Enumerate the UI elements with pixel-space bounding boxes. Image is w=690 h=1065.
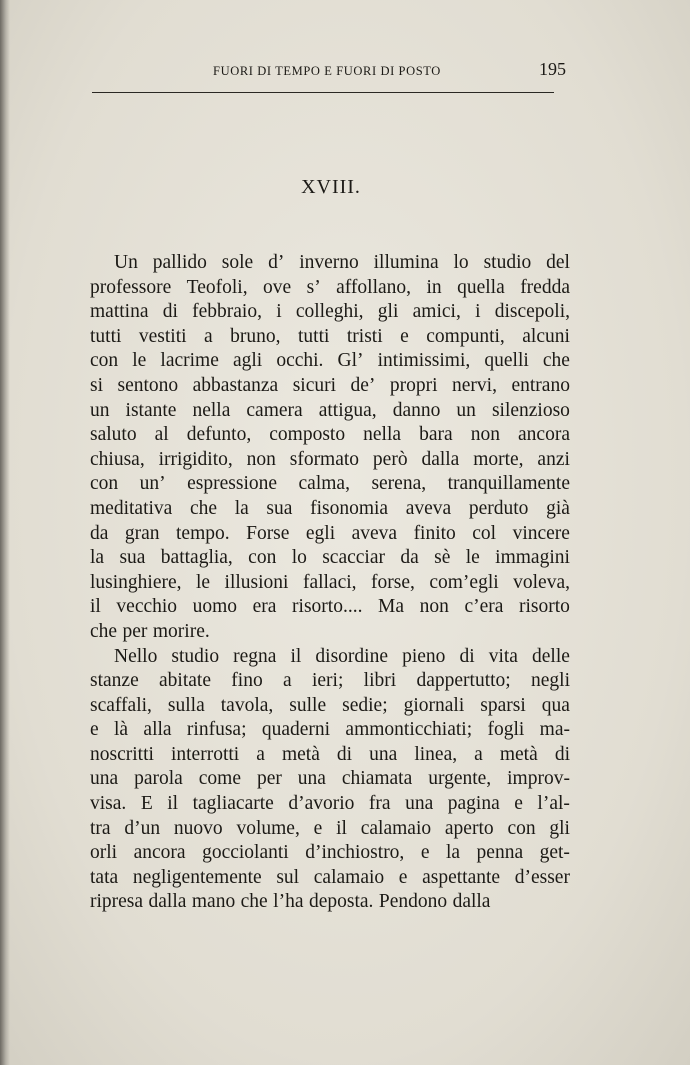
- text-line: professore Teofoli, ove s’ affollano, in quella fredda: [90, 276, 570, 298]
- text-line: mattina di febbraio, i colleghi, gli amici, i discepoli,: [90, 301, 570, 323]
- text-line: meditativa che la sua fisonomia aveva perduto già: [90, 497, 570, 519]
- text-line: orli ancora gocciolanti d’inchiostro, e la penna get-: [90, 842, 570, 864]
- text-line: la sua battaglia, con lo scacciar da sè le immagini: [90, 547, 570, 569]
- text-line: Nello studio regna il disordine pieno di vita delle: [114, 645, 570, 667]
- text-line: stanze abitate fino a ieri; libri dappertutto; negli: [90, 670, 570, 692]
- text-line: Un pallido sole d’ inverno illumina lo studio del: [114, 252, 570, 273]
- text-line: chiusa, irrigidito, non sformato però dalla morte, anzi: [90, 448, 570, 470]
- paragraph: [90, 645, 570, 916]
- text-line: lusinghiere, le illusioni fallaci, forse, com’egli voleva,: [90, 571, 570, 593]
- text-line: tata negligentemente sul calamaio e aspettante d’esser: [90, 866, 570, 888]
- chapter-numeral: XVIII.: [301, 176, 361, 198]
- text-line: da gran tempo. Forse egli aveva finito col vincere: [90, 522, 570, 544]
- text-line: una parola come per una chiamata urgente, improv-: [90, 768, 570, 790]
- text-line: con le lacrime agli occhi. Gl’ intimissimi, quelli che: [90, 350, 570, 372]
- text-line: e là alla rinfusa; quaderni ammonticchiati; fogli ma-: [90, 719, 570, 741]
- text-line: scaffali, sulla tavola, sulle sedie; giornali sparsi qua: [90, 694, 570, 716]
- text-line: con un’ espressione calma, serena, tranquillamente: [90, 473, 570, 495]
- text-line: noscritti interrotti a metà di una linea, a metà di: [90, 743, 570, 765]
- header-rule: [92, 92, 554, 93]
- running-title: FUORI DI TEMPO E FUORI DI POSTO: [213, 64, 441, 78]
- body-text: [90, 251, 570, 915]
- text-line: che per morire.: [90, 620, 210, 642]
- text-line: ripresa dalla mano che l’ha deposta. Pendono dalla: [90, 891, 491, 913]
- text-line: saluto al defunto, composto nella bara non ancora: [90, 424, 570, 446]
- text-line: visa. E il tagliacarte d’avorio fra una pagina e l’al-: [90, 793, 570, 815]
- text-line: tra d’un nuovo volume, e il calamaio aperto con gli: [90, 817, 570, 839]
- page-gutter-shadow: [0, 0, 10, 1065]
- text-line: si sentono abbastanza sicuri de’ propri nervi, entrano: [90, 374, 570, 396]
- running-head: [96, 58, 570, 84]
- text-line: il vecchio uomo era risorto.... Ma non c’era risorto: [90, 596, 570, 618]
- text-line: un istante nella camera attigua, danno un silenzioso: [90, 399, 570, 421]
- paragraph: [90, 251, 570, 645]
- page-number: 195: [539, 59, 566, 79]
- text-line: tutti vestiti a bruno, tutti tristi e compunti, alcuni: [90, 325, 570, 347]
